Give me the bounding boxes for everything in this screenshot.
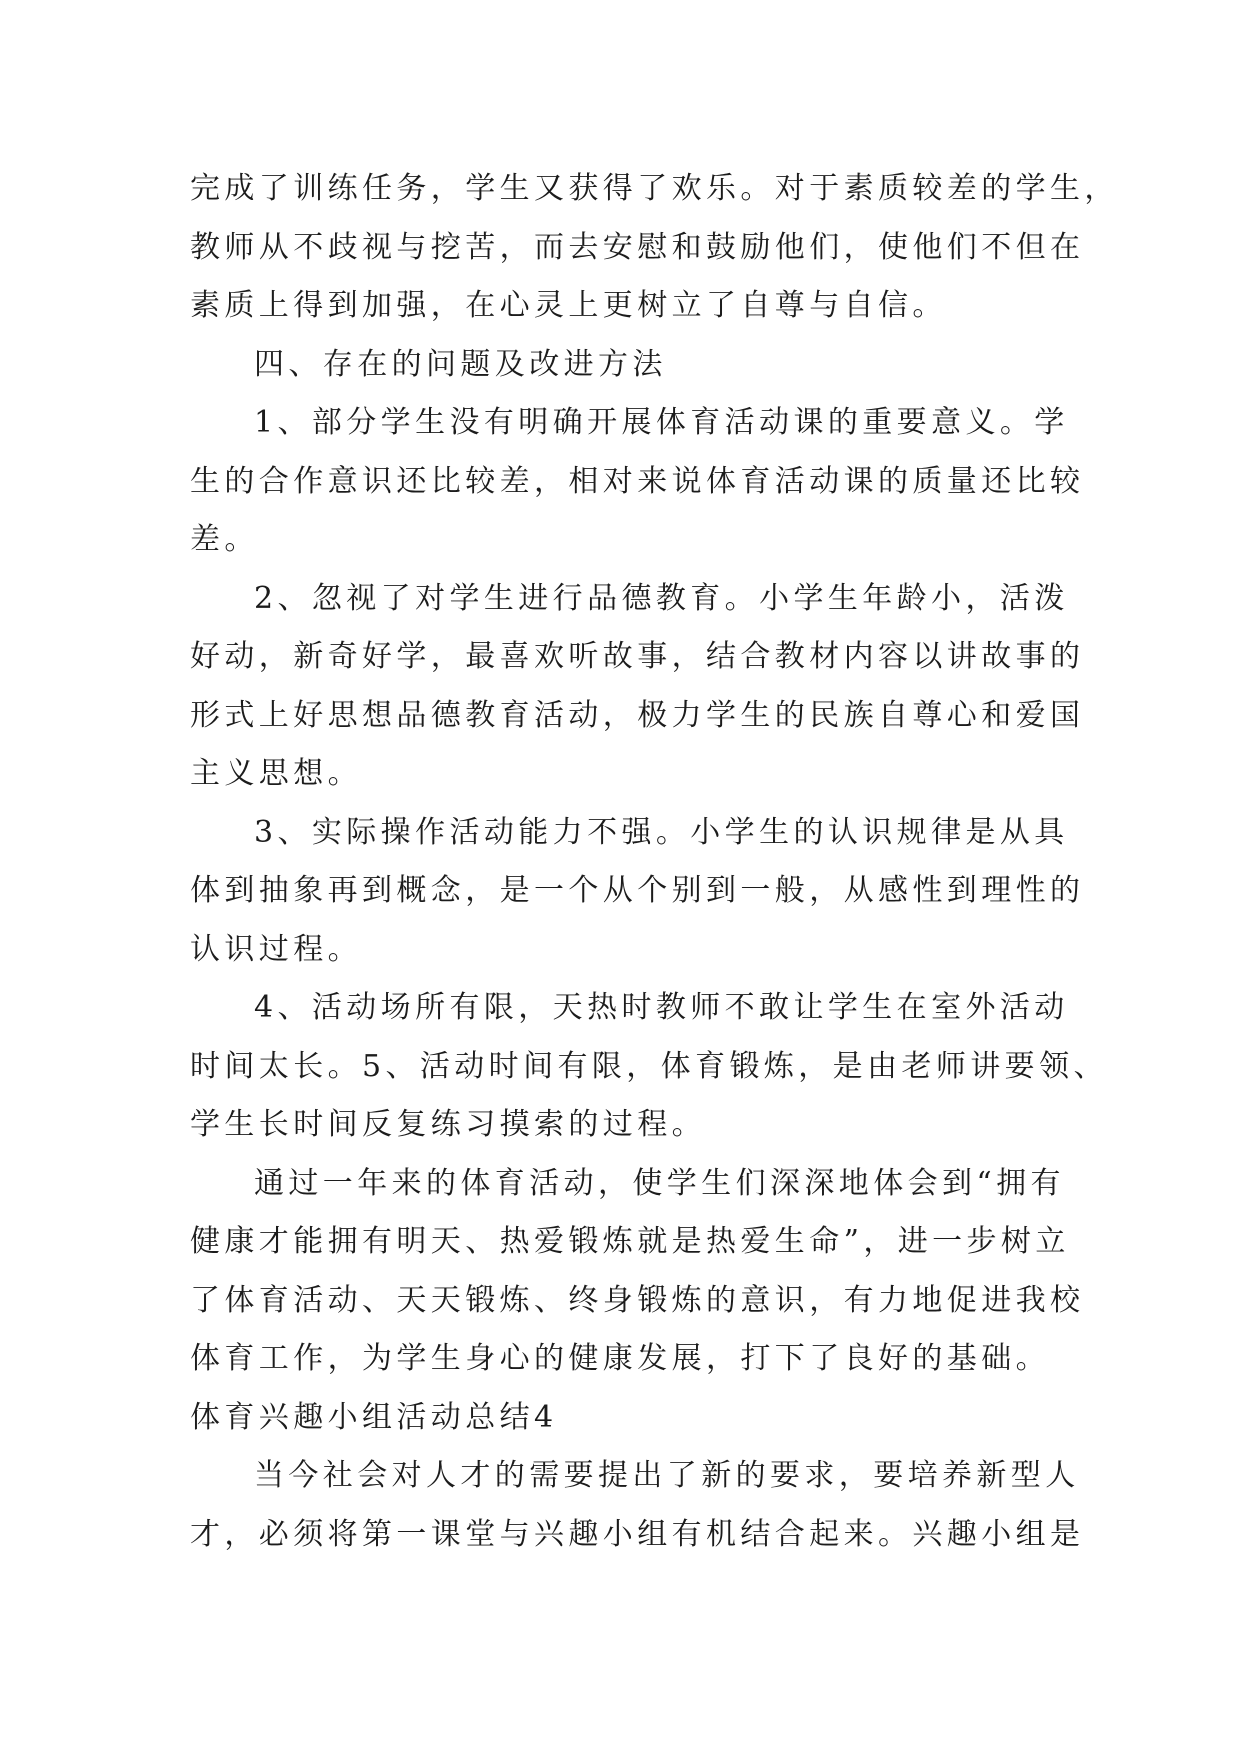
paragraph-line: 差。	[190, 522, 259, 557]
body-text	[190, 160, 1119, 1564]
paragraph-line: 时间太长。5、活动时间有限，体育锻炼，是由老师讲要领、	[190, 1048, 1108, 1084]
paragraph-line: 体育工作，为学生身心的健康发展，打下了良好的基础。	[190, 1341, 1050, 1376]
paragraph-line: 3、实际操作活动能力不强。小学生的认识规律是从具	[254, 814, 1069, 850]
section-title: 体育兴趣小组活动总结4	[190, 1399, 558, 1435]
paragraph-line: 认识过程。	[190, 931, 362, 967]
paragraph-line: 学生长时间反复练习摸索的过程。	[190, 1107, 706, 1142]
paragraph-line: 2、忽视了对学生进行品德教育。小学生年龄小，活泼	[254, 580, 1069, 616]
paragraph-line: 主义思想。	[190, 756, 362, 791]
paragraph-line: 1、部分学生没有明确开展体育活动课的重要意义。学	[254, 405, 1069, 440]
paragraph-line: 完成了训练任务，学生又获得了欢乐。对于素质较差的学生，	[190, 171, 1119, 206]
paragraph-line: 体到抽象再到概念，是一个从个别到一般，从感性到理性的	[190, 873, 1085, 908]
paragraph-line: 了体育活动、天天锻炼、终身锻炼的意识，有力地促进我校	[190, 1282, 1085, 1318]
paragraph-line: 生的合作意识还比较差，相对来说体育活动课的质量还比较	[190, 463, 1085, 499]
paragraph-line: 形式上好思想品德教育活动，极力学生的民族自尊心和爱国	[190, 697, 1085, 733]
section-heading: 四、存在的问题及改进方法	[254, 346, 667, 382]
paragraph-line: 通过一年来的体育活动，使学生们深深地体会到“拥有	[254, 1165, 1065, 1201]
paragraph-line: 4、活动场所有限，天热时教师不敢让学生在室外活动	[254, 990, 1069, 1025]
paragraph-line: 才，必须将第一课堂与兴趣小组有机结合起来。兴趣小组是	[190, 1516, 1085, 1552]
paragraph-line: 教师从不歧视与挖苦，而去安慰和鼓励他们，使他们不但在	[190, 229, 1085, 265]
paragraph-line: 健康才能拥有明天、热爱锻炼就是热爱生命”，进一步树立	[190, 1224, 1070, 1259]
paragraph-line: 好动，新奇好学，最喜欢听故事，结合教材内容以讲故事的	[190, 639, 1085, 674]
paragraph-line: 素质上得到加强，在心灵上更树立了自尊与自信。	[190, 288, 947, 323]
paragraph-line: 当今社会对人才的需要提出了新的要求，要培养新型人	[254, 1458, 1080, 1493]
